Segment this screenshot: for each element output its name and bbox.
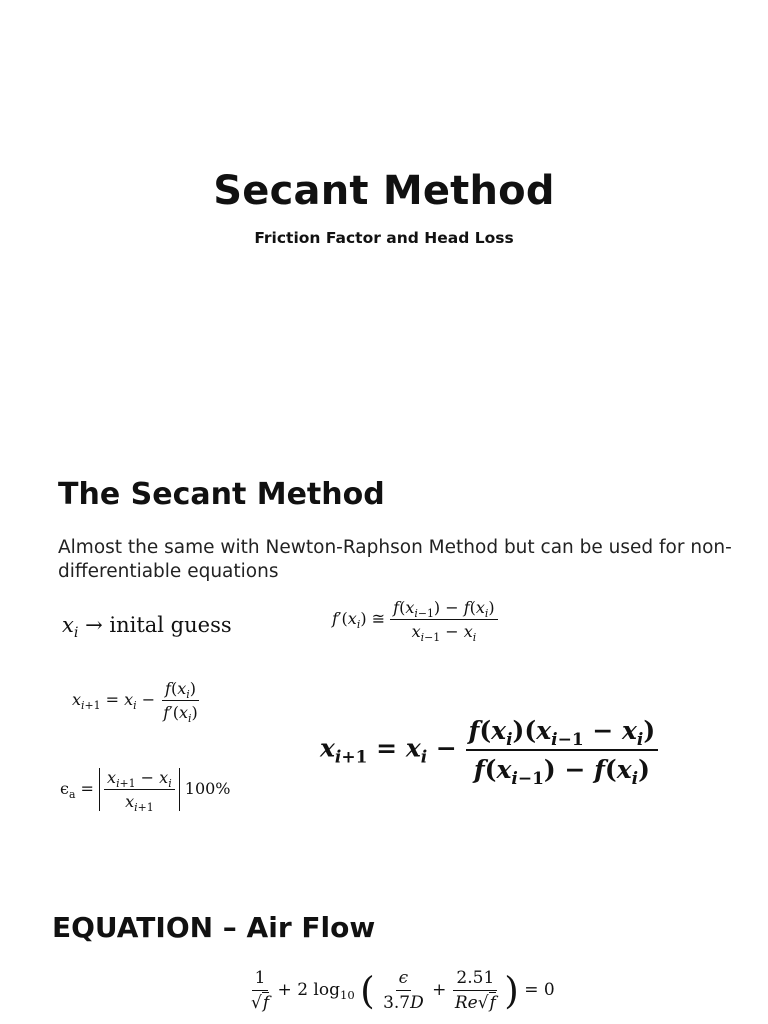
section-heading-equation: EQUATION – Air Flow <box>52 911 376 944</box>
equation-colebrook: $\frac{1}{√f}$ + 2 $\log_{10}$ ( $\frac{\epsilon}{3.7D}$ + $\frac{2.51}{Re√f}$ ) = 0 <box>251 968 555 1013</box>
equation-secant-formula: $x_{i+1} = x_i$ − $\frac{f(x_i)(x_{i-1} - x_i)}{f(x_{i-1}) - f(x_i)}$ <box>320 716 658 784</box>
equation-initial-guess: $x_i$ → inital guess <box>62 613 232 641</box>
initial-guess-label: inital guess <box>109 613 232 637</box>
equation-approx-error: $\epsilon_a$ = $\frac{x_{i+1} - x_i}{x_{i+1}}$ 100% <box>60 768 231 814</box>
page-subtitle: Friction Factor and Head Loss <box>254 229 514 247</box>
section-description: Almost the same with Newton-Raphson Method but can be used for non-differentiable equations <box>58 537 732 582</box>
page-title: Secant Method <box>213 168 555 214</box>
section-heading-secant: The Secant Method <box>58 477 385 512</box>
equation-newton-update: $x_{i+1} = x_i$ − $\frac{f(x_i)}{f'(x_i)}$ <box>72 679 198 725</box>
equation-derivative-approx: $f'(x_i)$ ≅ $\frac{f(x_{i-1}) - f(x_i)}{x_{i-1} - x_i}$ <box>332 598 498 641</box>
